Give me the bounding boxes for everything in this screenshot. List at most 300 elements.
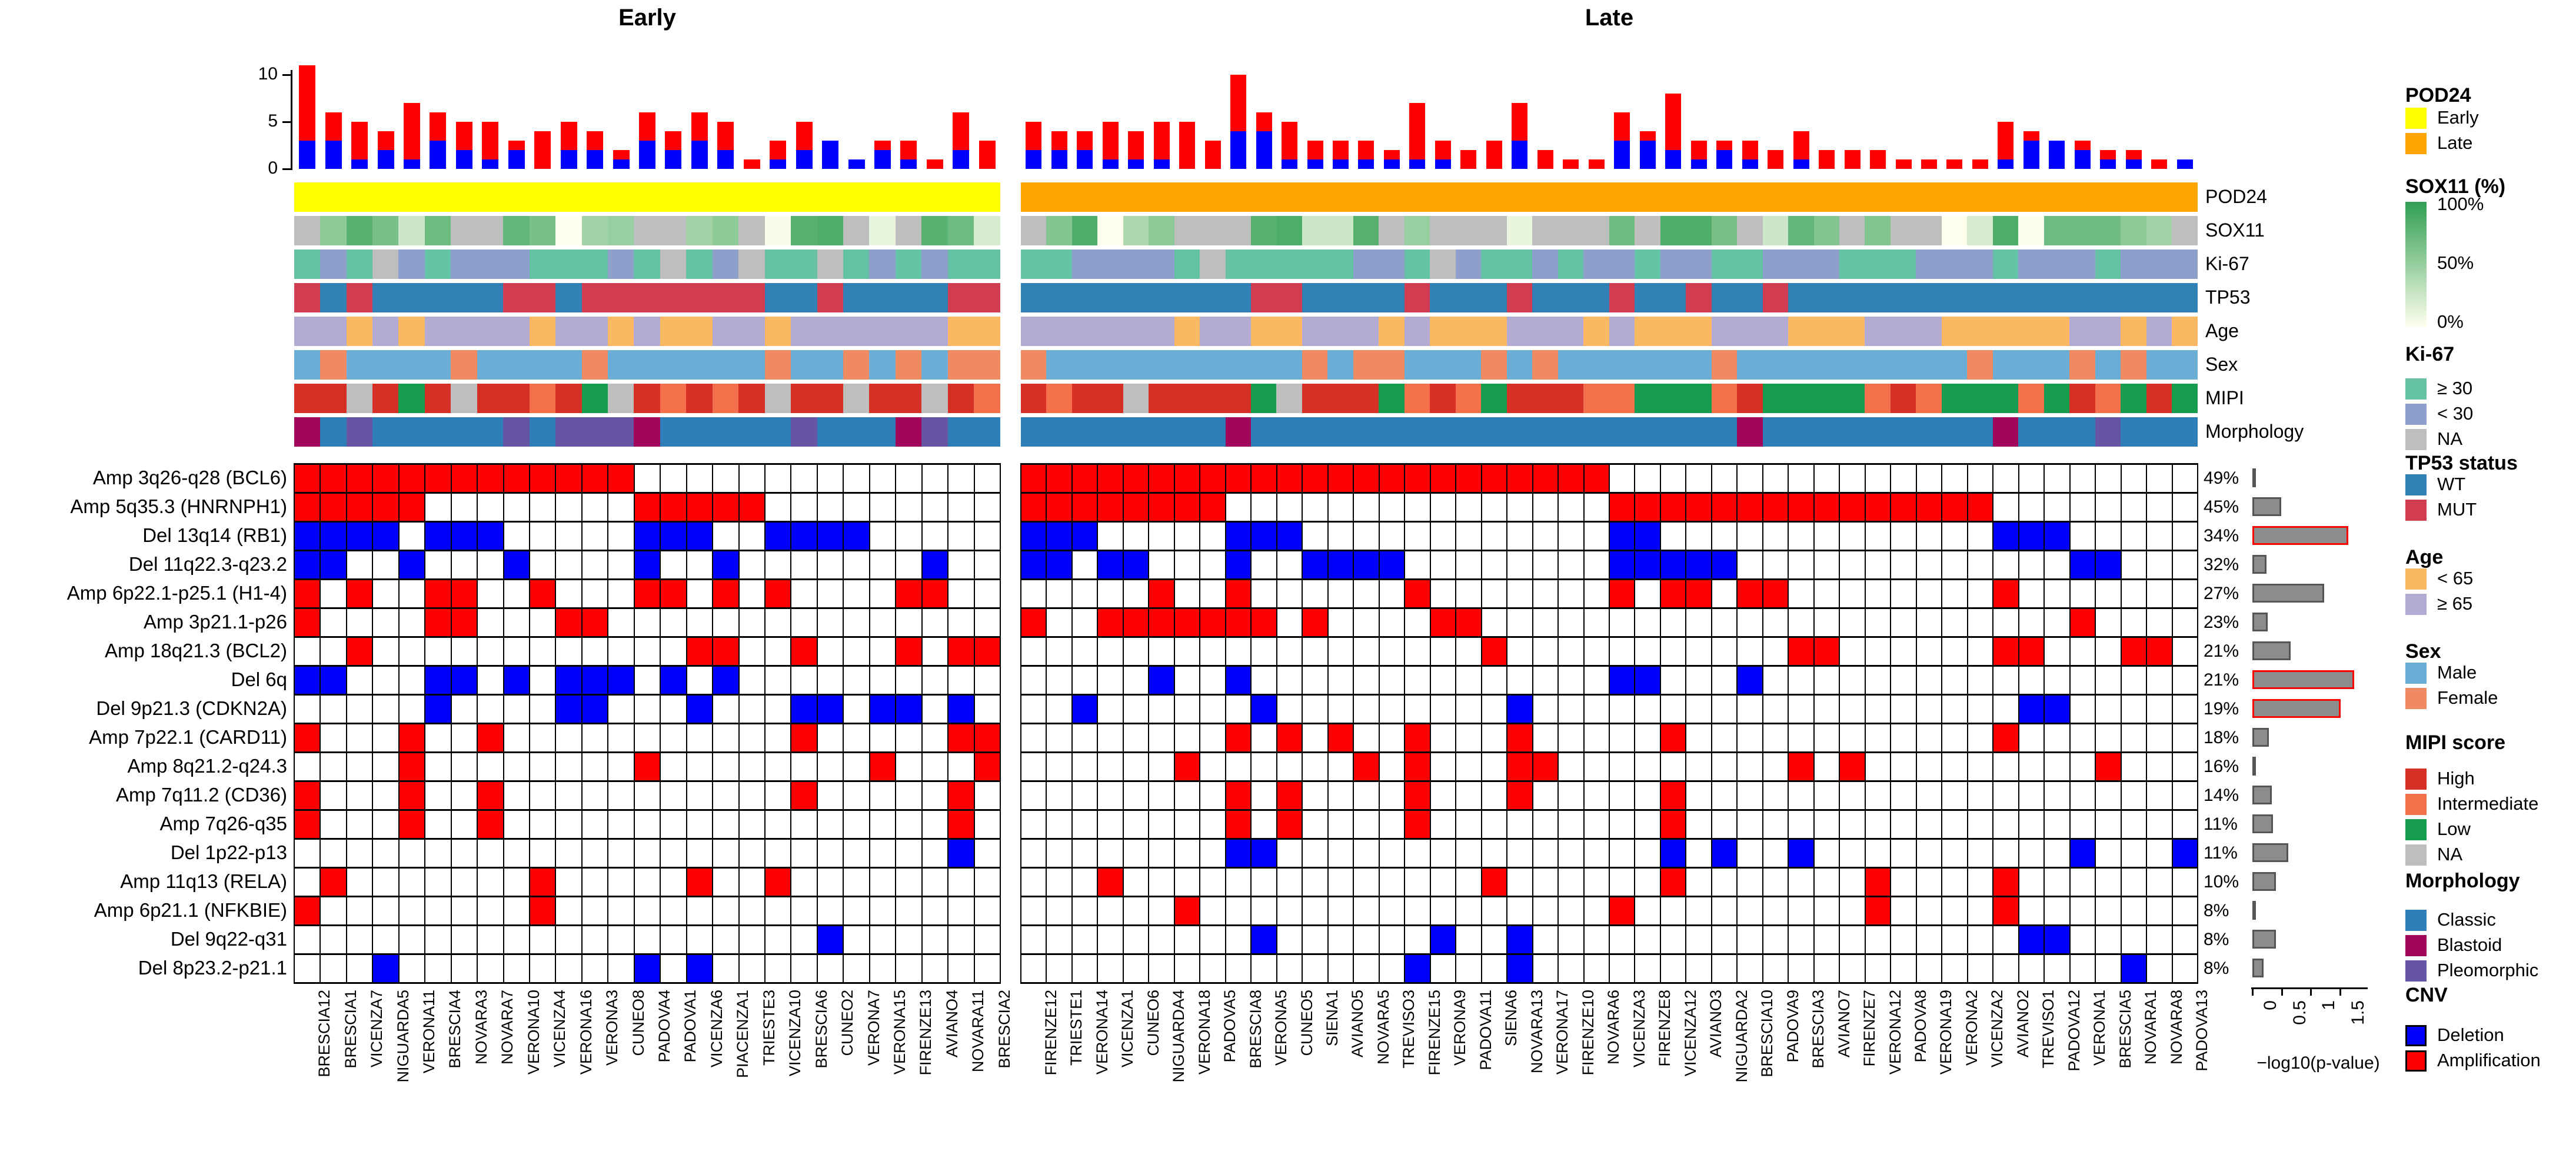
column-label: VERONA5	[1272, 990, 1290, 1066]
cnv-cell	[660, 838, 687, 869]
cnv-cell	[660, 463, 687, 494]
annotation-cell-pod24	[1481, 182, 1507, 212]
annotation-cell-sex	[948, 350, 974, 380]
column-label: PADOVA8	[1912, 990, 1929, 1063]
cnv-cell	[1660, 607, 1686, 638]
cnv-cell	[2146, 636, 2172, 667]
cnv-cell	[1557, 492, 1584, 523]
cnv-cell	[1890, 723, 1916, 753]
cnv-cell	[1736, 723, 1763, 753]
annotation-cell-sox11	[1763, 216, 1789, 245]
legend-item-label: NA	[2437, 844, 2463, 864]
mutation-bar-deletion-segment	[665, 150, 681, 169]
cnv-cell	[1890, 636, 1916, 667]
annotation-cell-age	[1737, 317, 1763, 346]
cnv-cell	[817, 607, 844, 638]
annotation-cell-age	[1532, 317, 1558, 346]
cnv-cell	[1404, 665, 1430, 696]
cnv-cell	[1890, 550, 1916, 580]
cnv-cell	[974, 463, 1001, 494]
cnv-cell	[817, 809, 844, 840]
cnv-cell	[634, 694, 661, 724]
cnv-cell	[1071, 665, 1098, 696]
cnv-cell	[1506, 636, 1533, 667]
cnv-cell	[398, 521, 425, 551]
cnv-cell	[2044, 896, 2070, 926]
mutation-bar-amplification-segment	[1768, 150, 1783, 169]
cnv-cell	[1685, 723, 1712, 753]
annotation-cell-sox11	[1353, 216, 1379, 245]
cnv-cell	[1302, 492, 1328, 523]
cnv-cell	[921, 924, 948, 955]
cnv-cell	[1762, 636, 1789, 667]
cnv-cell	[1276, 867, 1303, 897]
cnv-cell	[1148, 665, 1174, 696]
cnv-cell	[1967, 636, 1993, 667]
cnv-cell	[869, 550, 896, 580]
cnv-cell	[1609, 751, 1635, 782]
pvalue-bar	[2252, 757, 2256, 776]
cnv-cell	[346, 809, 373, 840]
annotation-cell-morph	[1763, 417, 1789, 447]
annotation-cell-tp53	[1276, 283, 1302, 312]
cnv-cell	[319, 809, 347, 840]
annotation-cell-pod24	[921, 182, 948, 212]
annotation-cell-morph	[896, 417, 922, 447]
cnv-cell	[974, 665, 1001, 696]
column-label: VERONA16	[577, 990, 595, 1075]
cnv-cell	[1379, 636, 1405, 667]
cnv-cell	[2172, 723, 2198, 753]
cnv-cell	[2044, 780, 2070, 811]
cnv-cell	[1430, 780, 1456, 811]
cnv-cell	[1225, 751, 1252, 782]
annotation-cell-sex	[2095, 350, 2121, 380]
annotation-cell-morph	[477, 417, 504, 447]
cnv-cell	[1455, 896, 1482, 926]
cnv-cell	[2095, 521, 2121, 551]
cnv-cell	[1813, 492, 1840, 523]
cnv-cell	[477, 751, 504, 782]
mutation-bar-deletion-segment	[1384, 159, 1400, 169]
cnv-cell	[581, 924, 608, 955]
annotation-cell-morph	[1839, 417, 1865, 447]
annotation-cell-sex	[1021, 350, 1047, 380]
cnv-cell	[1583, 838, 1610, 869]
cnv-cell	[1327, 550, 1354, 580]
annotation-cell-pod24	[1430, 182, 1456, 212]
annotation-cell-sox11	[1021, 216, 1047, 245]
mutation-bar-amplification-segment	[1614, 112, 1630, 141]
annotation-cell-age	[1712, 317, 1738, 346]
cnv-cell	[1353, 521, 1379, 551]
cnv-cell	[1865, 550, 1891, 580]
cnv-cell	[398, 838, 425, 869]
annotation-cell-morph	[1174, 417, 1200, 447]
cnv-cell	[1813, 665, 1840, 696]
cnv-cell	[2095, 809, 2121, 840]
annotation-cell-sex	[1200, 350, 1226, 380]
annotation-cell-pod24	[1507, 182, 1533, 212]
annotation-cell-age	[974, 317, 1000, 346]
cnv-cell	[817, 953, 844, 984]
cnv-cell	[1327, 665, 1354, 696]
row-frequency: 8%	[2204, 929, 2229, 949]
cnv-cell	[895, 636, 922, 667]
pvalue-bar	[2252, 584, 2324, 603]
cnv-cell	[1174, 780, 1200, 811]
cnv-cell	[1967, 809, 1993, 840]
annotation-cell-ki67	[425, 250, 451, 279]
cnv-cell	[2146, 924, 2172, 955]
cnv-cell	[503, 809, 530, 840]
cnv-cell	[1762, 607, 1789, 638]
cnv-cell	[1148, 924, 1174, 955]
column-label: BRESCIA12	[315, 990, 334, 1077]
column-label: BRESCIA6	[812, 990, 830, 1069]
annotation-cell-ki67	[451, 250, 477, 279]
annotation-cell-tp53	[896, 283, 922, 312]
cnv-cell	[1404, 896, 1430, 926]
cnv-cell	[1583, 550, 1610, 580]
cnv-cell	[843, 607, 870, 638]
annotation-cell-mipi	[582, 384, 608, 413]
annotation-cell-pod24	[1174, 182, 1200, 212]
cnv-cell	[398, 636, 425, 667]
annotation-cell-tp53	[1583, 283, 1609, 312]
cnv-cell	[581, 665, 608, 696]
annotation-cell-sex	[398, 350, 425, 380]
cnv-cell	[424, 463, 451, 494]
cnv-cell	[1609, 780, 1635, 811]
legend-swatch	[2405, 133, 2427, 154]
annotation-cell-ki67	[1635, 250, 1660, 279]
cnv-cell	[1455, 607, 1482, 638]
cnv-cell	[346, 463, 373, 494]
cnv-cell	[477, 578, 504, 609]
cnv-cell	[1353, 723, 1379, 753]
annotation-cell-morph	[503, 417, 530, 447]
cnv-cell	[1455, 751, 1482, 782]
annotation-cell-sox11	[425, 216, 451, 245]
cnv-cell	[1225, 809, 1252, 840]
cnv-cell	[1967, 751, 1993, 782]
cnv-cell	[1634, 896, 1660, 926]
annotation-cell-ki67	[1379, 250, 1405, 279]
annotation-cell-sex	[1993, 350, 2019, 380]
annotation-cell-sox11	[1993, 216, 2019, 245]
cnv-cell	[319, 521, 347, 551]
cnv-cell	[1890, 896, 1916, 926]
mutation-bar-amplification-segment	[1435, 141, 1451, 159]
annotation-cell-age	[347, 317, 373, 346]
cnv-cell	[1430, 924, 1456, 955]
annotation-cell-tp53	[686, 283, 713, 312]
cnv-cell	[895, 809, 922, 840]
legend-item-label: Deletion	[2437, 1024, 2504, 1045]
mutation-bar-amplification-segment	[953, 112, 969, 150]
cnv-cell	[1609, 665, 1635, 696]
cnv-cell	[1916, 809, 1942, 840]
annotation-cell-ki67	[1583, 250, 1609, 279]
legend-swatch	[2405, 500, 2427, 521]
annotation-cell-mipi	[921, 384, 948, 413]
cnv-cell	[1123, 953, 1149, 984]
annotation-cell-mipi	[555, 384, 582, 413]
cnv-cell	[1353, 751, 1379, 782]
cnv-cell	[764, 809, 791, 840]
column-label: NOVARA6	[1605, 990, 1623, 1065]
cnv-cell	[738, 607, 766, 638]
row-label: Amp 7q26-q35	[159, 812, 287, 834]
row-frequency: 21%	[2204, 641, 2239, 661]
cnv-cell	[319, 578, 347, 609]
annotation-cell-sox11	[1660, 216, 1686, 245]
annotation-cell-mipi	[1200, 384, 1226, 413]
cnv-cell	[2121, 492, 2147, 523]
cnv-cell	[1481, 492, 1507, 523]
row-label: Del 9p21.3 (CDKN2A)	[96, 697, 287, 719]
mutation-axis-tick-label: 10	[258, 64, 278, 84]
annotation-cell-morph	[2095, 417, 2121, 447]
cnv-cell	[660, 550, 687, 580]
cnv-cell	[1762, 751, 1789, 782]
annotation-cell-mipi	[1046, 384, 1072, 413]
cnv-cell	[2121, 780, 2147, 811]
cnv-cell	[2044, 550, 2070, 580]
cnv-cell	[1813, 521, 1840, 551]
pvalue-axis-tick	[2310, 987, 2312, 996]
cnv-cell	[1660, 723, 1686, 753]
cnv-cell	[634, 896, 661, 926]
annotation-cell-sox11	[1456, 216, 1482, 245]
cnv-cell	[1583, 578, 1610, 609]
cnv-cell	[372, 550, 399, 580]
annotation-cell-morph	[1865, 417, 1891, 447]
cnv-cell	[346, 492, 373, 523]
cnv-cell	[1532, 694, 1559, 724]
cnv-cell	[1865, 463, 1891, 494]
cnv-cell	[1890, 780, 1916, 811]
cnv-cell	[2095, 550, 2121, 580]
cnv-cell	[1097, 751, 1123, 782]
cnv-cell	[1097, 578, 1123, 609]
cnv-cell	[1865, 521, 1891, 551]
cnv-cell	[1379, 751, 1405, 782]
cnv-cell	[503, 867, 530, 897]
annotation-cell-sex	[921, 350, 948, 380]
pvalue-axis-line	[2251, 987, 2368, 989]
cnv-cell	[529, 521, 556, 551]
cnv-cell	[1353, 665, 1379, 696]
cnv-cell	[1532, 924, 1559, 955]
legend-swatch	[2405, 935, 2427, 956]
mutation-bar-amplification-segment	[1282, 122, 1297, 159]
cnv-cell	[1430, 867, 1456, 897]
mutation-bar-deletion-segment	[1026, 150, 1041, 169]
cnv-cell	[1992, 723, 2019, 753]
annotation-cell-morph	[1481, 417, 1507, 447]
cnv-cell	[2018, 550, 2045, 580]
cnv-cell	[1967, 838, 1993, 869]
cnv-cell	[1430, 751, 1456, 782]
cnv-cell	[294, 780, 321, 811]
annotation-cell-ki67	[1993, 250, 2019, 279]
annotation-cell-morph	[1993, 417, 2019, 447]
annotation-cell-age	[1251, 317, 1277, 346]
cnv-cell	[2121, 838, 2147, 869]
cnv-cell	[1430, 492, 1456, 523]
cnv-cell	[1557, 953, 1584, 984]
annotation-cell-sex	[1839, 350, 1865, 380]
cnv-cell	[1634, 924, 1660, 955]
annotation-cell-ki67	[1430, 250, 1456, 279]
cnv-cell	[1865, 492, 1891, 523]
annotation-cell-sox11	[1379, 216, 1405, 245]
cnv-cell	[1123, 867, 1149, 897]
cnv-cell	[947, 924, 974, 955]
cnv-cell	[346, 751, 373, 782]
cnv-cell	[738, 809, 766, 840]
cnv-cell	[2069, 636, 2096, 667]
cnv-cell	[1762, 550, 1789, 580]
cnv-cell	[2121, 578, 2147, 609]
cnv-cell	[398, 492, 425, 523]
annotation-cell-sex	[1226, 350, 1252, 380]
cnv-cell	[1685, 463, 1712, 494]
annotation-cell-sex	[738, 350, 765, 380]
cnv-cell	[1941, 867, 1968, 897]
mutation-axis-tick-label: 5	[268, 111, 278, 131]
legend-gradient-label: 0%	[2437, 311, 2464, 332]
cnv-cell	[607, 521, 634, 551]
cnv-cell	[974, 723, 1001, 753]
legend-gradient-label: 100%	[2437, 194, 2484, 214]
mutation-bar-deletion-segment	[456, 150, 472, 169]
cnv-cell	[1788, 780, 1814, 811]
cnv-cell	[1020, 924, 1047, 955]
annotation-cell-tp53	[948, 283, 974, 312]
legend-swatch	[2405, 819, 2427, 840]
mutation-bar-deletion-segment	[1793, 159, 1809, 169]
cnv-cell	[1711, 694, 1738, 724]
annotation-cell-sex	[1865, 350, 1891, 380]
cnv-cell	[1430, 723, 1456, 753]
cnv-cell	[817, 838, 844, 869]
cnv-cell	[1020, 838, 1047, 869]
mutation-bar-amplification-segment	[561, 122, 577, 150]
cnv-cell	[2069, 550, 2096, 580]
cnv-cell	[921, 521, 948, 551]
cnv-cell	[895, 492, 922, 523]
mutation-bar-amplification-segment	[979, 141, 996, 169]
cnv-cell	[451, 924, 478, 955]
mutation-bar-amplification-segment	[587, 131, 603, 150]
cnv-cell	[1020, 867, 1047, 897]
cnv-cell	[1685, 751, 1712, 782]
annotation-cell-ki67	[817, 250, 844, 279]
legend-swatch	[2405, 108, 2427, 129]
cnv-cell	[660, 723, 687, 753]
cnv-cell	[1481, 924, 1507, 955]
annotation-cell-sox11	[660, 216, 687, 245]
cnv-cell	[660, 694, 687, 724]
cnv-cell	[1199, 723, 1226, 753]
cnv-cell	[921, 694, 948, 724]
annotation-cell-sex	[1123, 350, 1149, 380]
cnv-cell	[1609, 838, 1635, 869]
column-label: VERONA17	[1553, 990, 1572, 1075]
annotation-cell-age	[948, 317, 974, 346]
cnv-cell	[1250, 578, 1277, 609]
cnv-cell	[1736, 521, 1763, 551]
cnv-cell	[712, 521, 739, 551]
annotation-cell-tp53	[320, 283, 347, 312]
annotation-cell-sox11	[2095, 216, 2121, 245]
cnv-cell	[1788, 694, 1814, 724]
annotation-cell-tp53	[634, 283, 660, 312]
cnv-cell	[1660, 492, 1686, 523]
cnv-cell	[1506, 578, 1533, 609]
cnv-cell	[712, 607, 739, 638]
cnv-cell	[1634, 867, 1660, 897]
pvalue-bar	[2252, 497, 2281, 516]
annotation-cell-morph	[1456, 417, 1482, 447]
legend-swatch	[2405, 960, 2427, 982]
cnv-cell	[895, 463, 922, 494]
annotation-cell-mipi	[1251, 384, 1277, 413]
cnv-cell	[1123, 521, 1149, 551]
cnv-cell	[1916, 463, 1942, 494]
cnv-cell	[555, 607, 582, 638]
annotation-cell-mipi	[1609, 384, 1635, 413]
cnv-cell	[1199, 636, 1226, 667]
cnv-cell	[2121, 751, 2147, 782]
cnv-cell	[1557, 550, 1584, 580]
annotation-cell-ki67	[398, 250, 425, 279]
annotation-cell-morph	[686, 417, 713, 447]
cnv-cell	[895, 665, 922, 696]
cnv-cell	[1353, 463, 1379, 494]
annotation-cell-sox11	[477, 216, 504, 245]
cnv-cell	[947, 809, 974, 840]
cnv-cell	[581, 607, 608, 638]
annotation-cell-mipi	[1737, 384, 1763, 413]
cnv-cell	[477, 723, 504, 753]
annotation-cell-sex	[608, 350, 634, 380]
cnv-cell	[1071, 550, 1098, 580]
cnv-cell	[1174, 463, 1200, 494]
cnv-cell	[843, 492, 870, 523]
cnv-cell	[503, 550, 530, 580]
cnv-cell	[451, 636, 478, 667]
cnv-cell	[764, 924, 791, 955]
cnv-cell	[660, 492, 687, 523]
cnv-cell	[1839, 607, 1865, 638]
annotation-cell-morph	[398, 417, 425, 447]
cnv-cell	[1020, 751, 1047, 782]
cnv-cell	[1250, 550, 1277, 580]
cnv-cell	[1097, 723, 1123, 753]
cnv-cell	[2172, 751, 2198, 782]
annotation-cell-age	[530, 317, 556, 346]
cnv-cell	[2095, 578, 2121, 609]
mutation-bar-amplification-segment	[1077, 131, 1093, 150]
annotation-cell-tp53	[1456, 283, 1482, 312]
cnv-cell	[1071, 867, 1098, 897]
cnv-cell	[1506, 694, 1533, 724]
cnv-cell	[1046, 607, 1072, 638]
